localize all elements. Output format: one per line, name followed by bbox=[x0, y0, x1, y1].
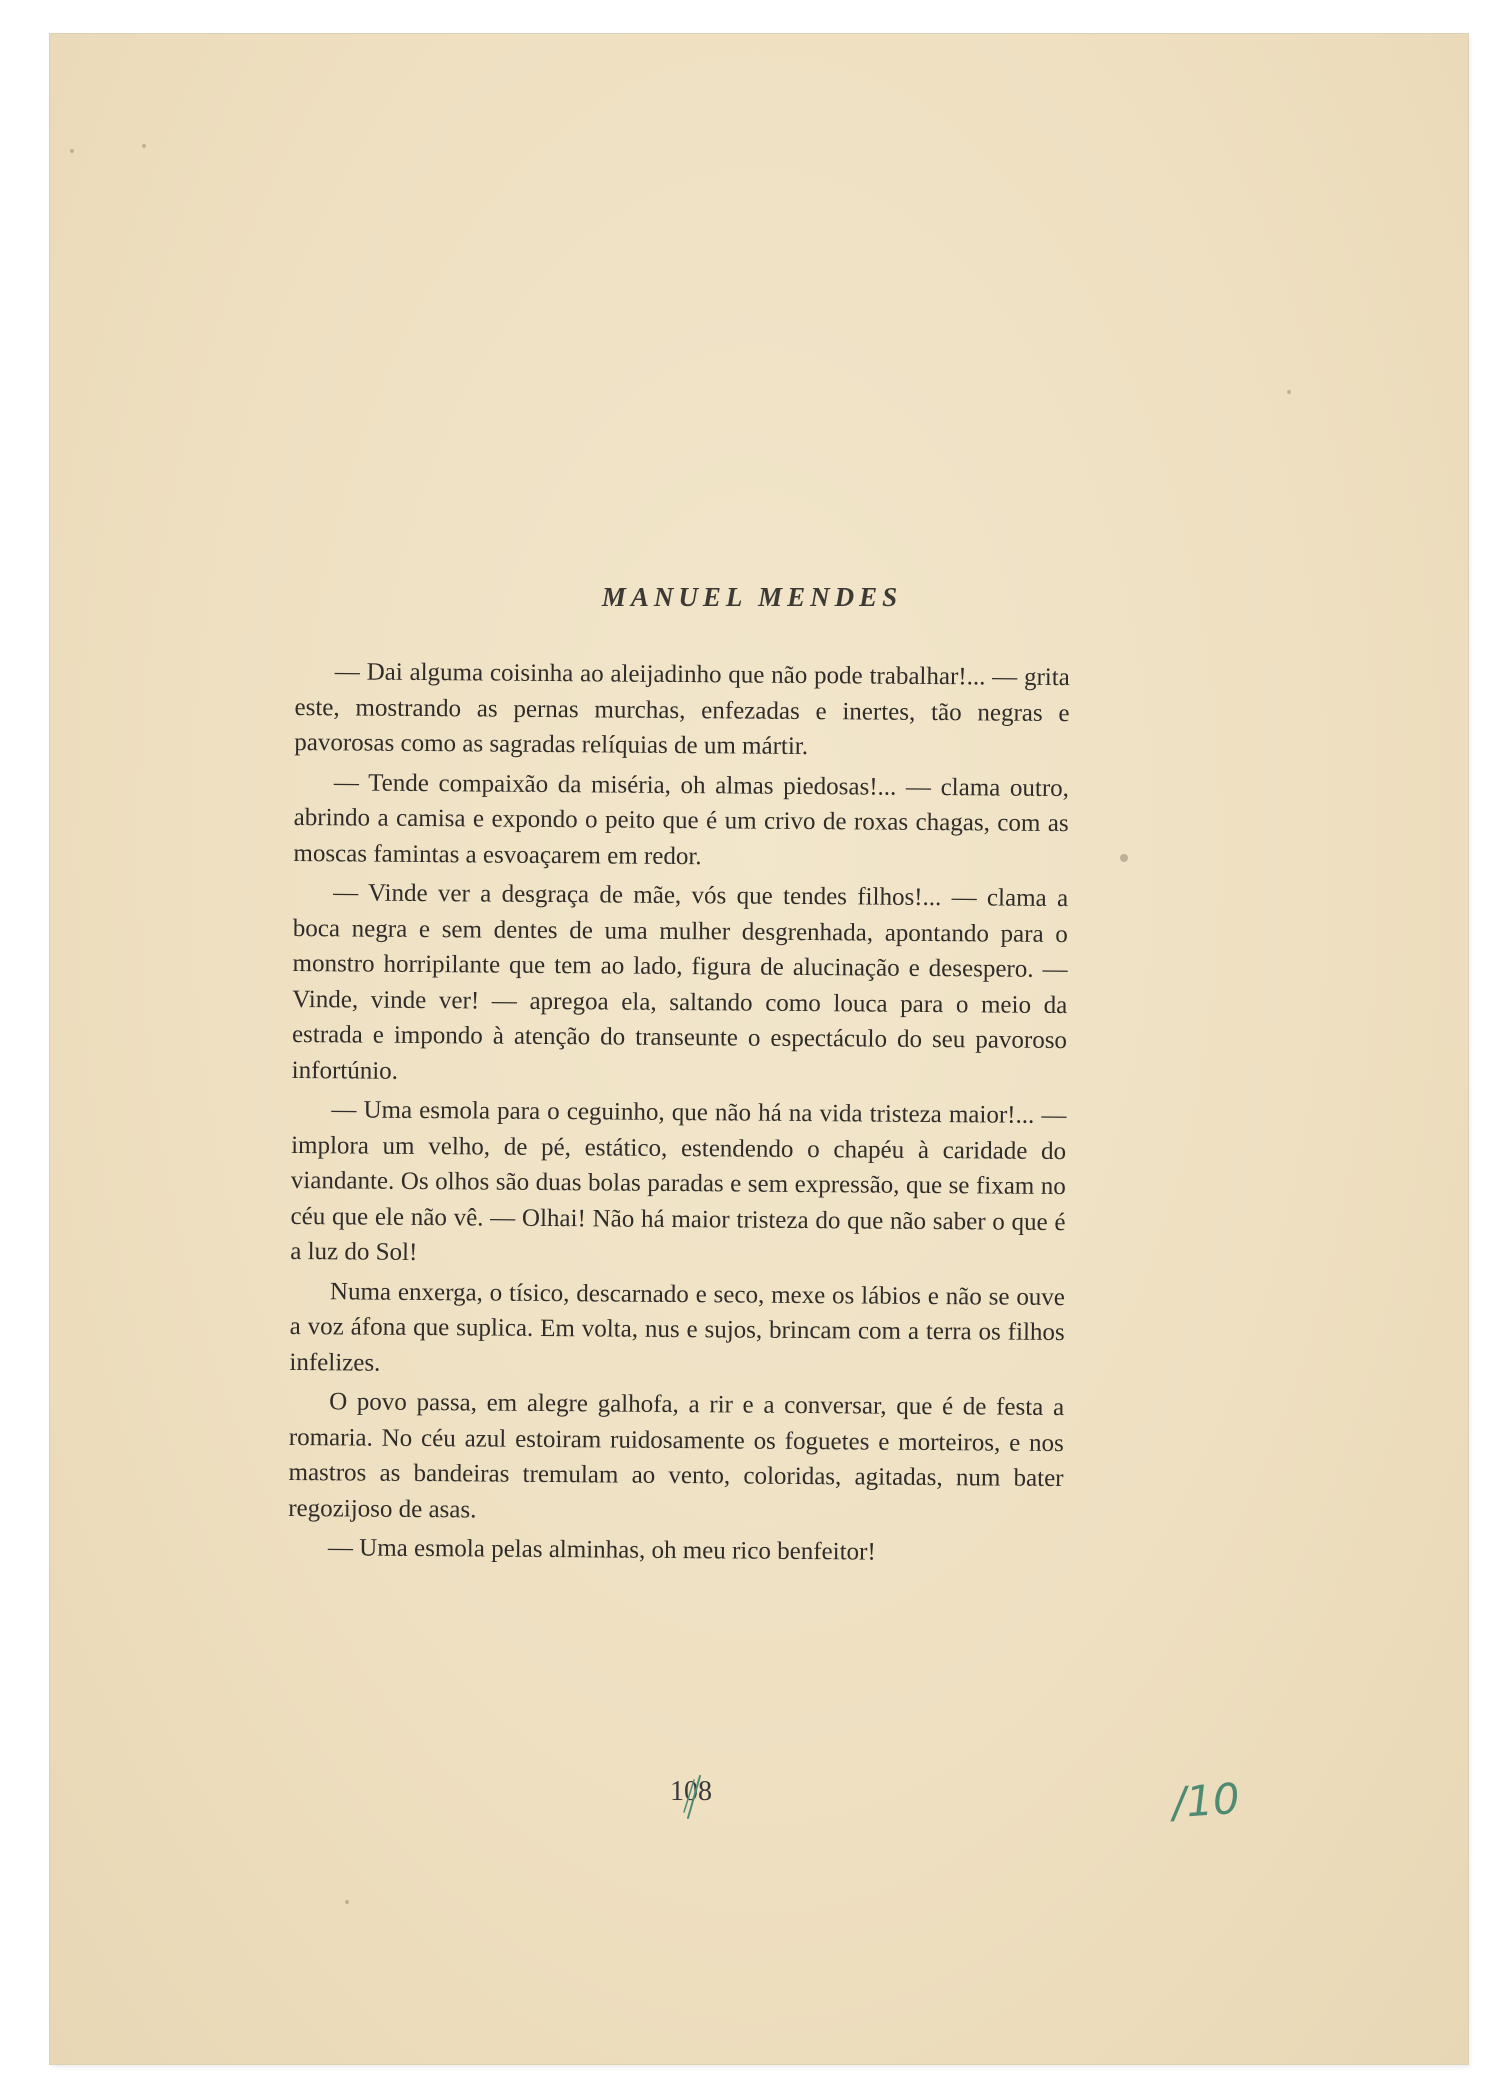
paper-speck bbox=[70, 149, 74, 153]
paragraph: — Tende compaixão da miséria, oh almas piedosas!... — clama outro, abrindo a camisa e expondo o peito que é um crivo de roxas chagas, com as moscas famintas a esvoaçarem em redor. bbox=[293, 768, 1070, 870]
paragraph: — Vinde ver a desgraça de mãe, vós que tendes filhos!... — clama a boca negra e sem dentes de uma mulher desgrenhada, apontando para o monstro horripilante que tem ao lado, figura de alucinação e desespero. — Vinde, vinde ver! — apregoa ela, saltando como louca para o meio da estrada e impondo à atenção do transeunte o espectáculo do seu pavoroso infortúnio. bbox=[291, 879, 1069, 1085]
paragraph: — Uma esmola pelas alminhas, oh meu rico benfeitor! bbox=[327, 1534, 876, 1566]
paper-speck bbox=[345, 1900, 349, 1904]
paragraph: Numa enxerga, o tísico, descarnado e seco, mexe os lábios e não se ouve a voz áfona que suplica. Em volta, nus e sujos, brincam com a terra os filhos infelizes. bbox=[289, 1277, 1066, 1377]
paragraph: — Dai alguma coisinha ao aleijadinho que não pode trabalhar!... — grita este, mostrando as pernas murchas, enfezadas e inertes, tão negras e pavorosas como as sagradas relíquias de um mártir. bbox=[294, 658, 1070, 761]
author-heading: MANUEL MENDES bbox=[601, 582, 903, 612]
paper-speck bbox=[1120, 854, 1128, 862]
handwritten-page-number: /10 bbox=[1170, 1773, 1242, 1828]
body-text bbox=[288, 654, 1070, 1576]
page-number: 108 bbox=[670, 1776, 712, 1807]
paragraph: — Uma esmola para o ceguinho, que não há na vida tristeza maior!... — implora um velho, de pé, estático, estendendo o chapéu à caridade do viandante. Os olhos são duas bolas paradas e sem expressão, que se fixam no céu que ele não vê. — Olhai! Não há maior tristeza do que não saber o que é a luz do Sol! bbox=[290, 1096, 1067, 1266]
paper-speck bbox=[1287, 390, 1291, 394]
paper-speck bbox=[142, 144, 146, 148]
paragraph: O povo passa, em alegre galhofa, a rir e a conversar, que é de festa a romaria. No céu azul estoiram ruidosamente os foguetes e morteiros, e nos mastros as bandeiras tremulam ao vento, coloridas, agitadas, num bater regozijoso de asas. bbox=[288, 1388, 1065, 1523]
